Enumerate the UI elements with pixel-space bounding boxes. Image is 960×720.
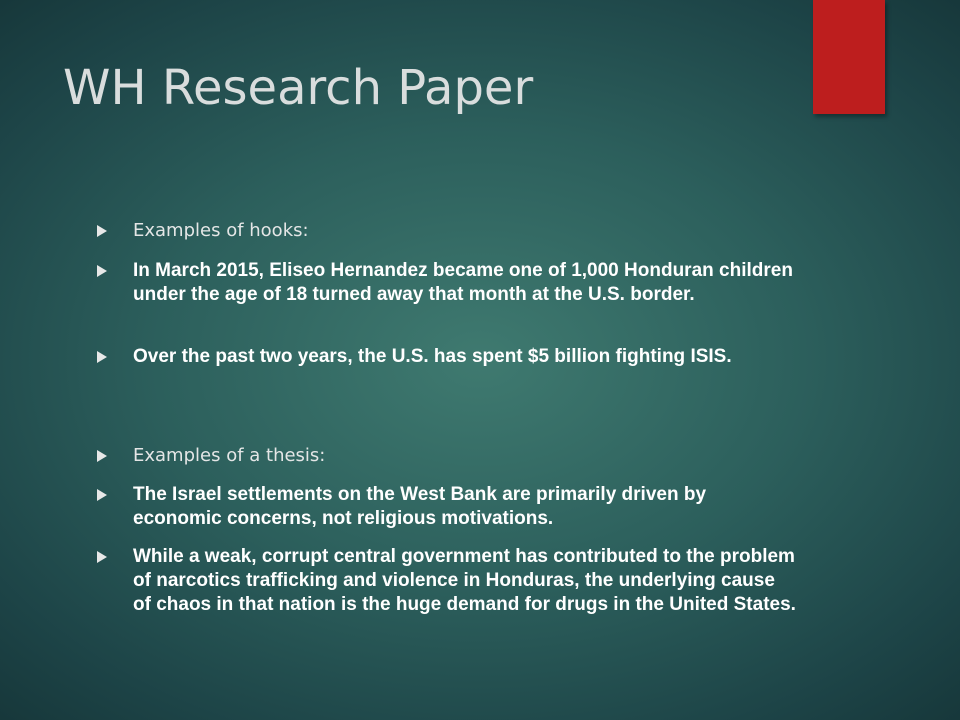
- bullet-item: [97, 444, 797, 468]
- bullet-text: Examples of hooks:: [133, 220, 309, 241]
- bullet-text: The Israel settlements on the West Bank are primarily driven by economic concerns, not religious motivations.: [133, 484, 707, 529]
- slide-title: WH Research Paper: [63, 60, 534, 116]
- bullet-item: [97, 545, 797, 617]
- bullet-item: [97, 219, 797, 243]
- arrow-bullet-icon: [97, 489, 107, 501]
- arrow-bullet-icon: [97, 225, 107, 237]
- bullet-text: In March 2015, Eliseo Hernandez became one of 1,000 Honduran children under the age of 18 turned away that month at the U.S. border.: [133, 260, 793, 305]
- bullet-item: [97, 483, 797, 531]
- arrow-bullet-icon: [97, 450, 107, 462]
- bullet-item: [97, 259, 797, 307]
- arrow-bullet-icon: [97, 551, 107, 563]
- bullet-text: Examples of a thesis:: [133, 445, 326, 466]
- arrow-bullet-icon: [97, 265, 107, 277]
- red-accent-bar: [813, 0, 885, 114]
- bullet-text: Over the past two years, the U.S. has spent $5 billion fighting ISIS.: [133, 346, 732, 367]
- bullet-item: [97, 345, 797, 369]
- arrow-bullet-icon: [97, 351, 107, 363]
- bullet-text: While a weak, corrupt central government has contributed to the problem of narcotics trafficking and violence in Honduras, the underlying cause of chaos in that nation is the huge demand for drugs in the United States.: [133, 546, 796, 615]
